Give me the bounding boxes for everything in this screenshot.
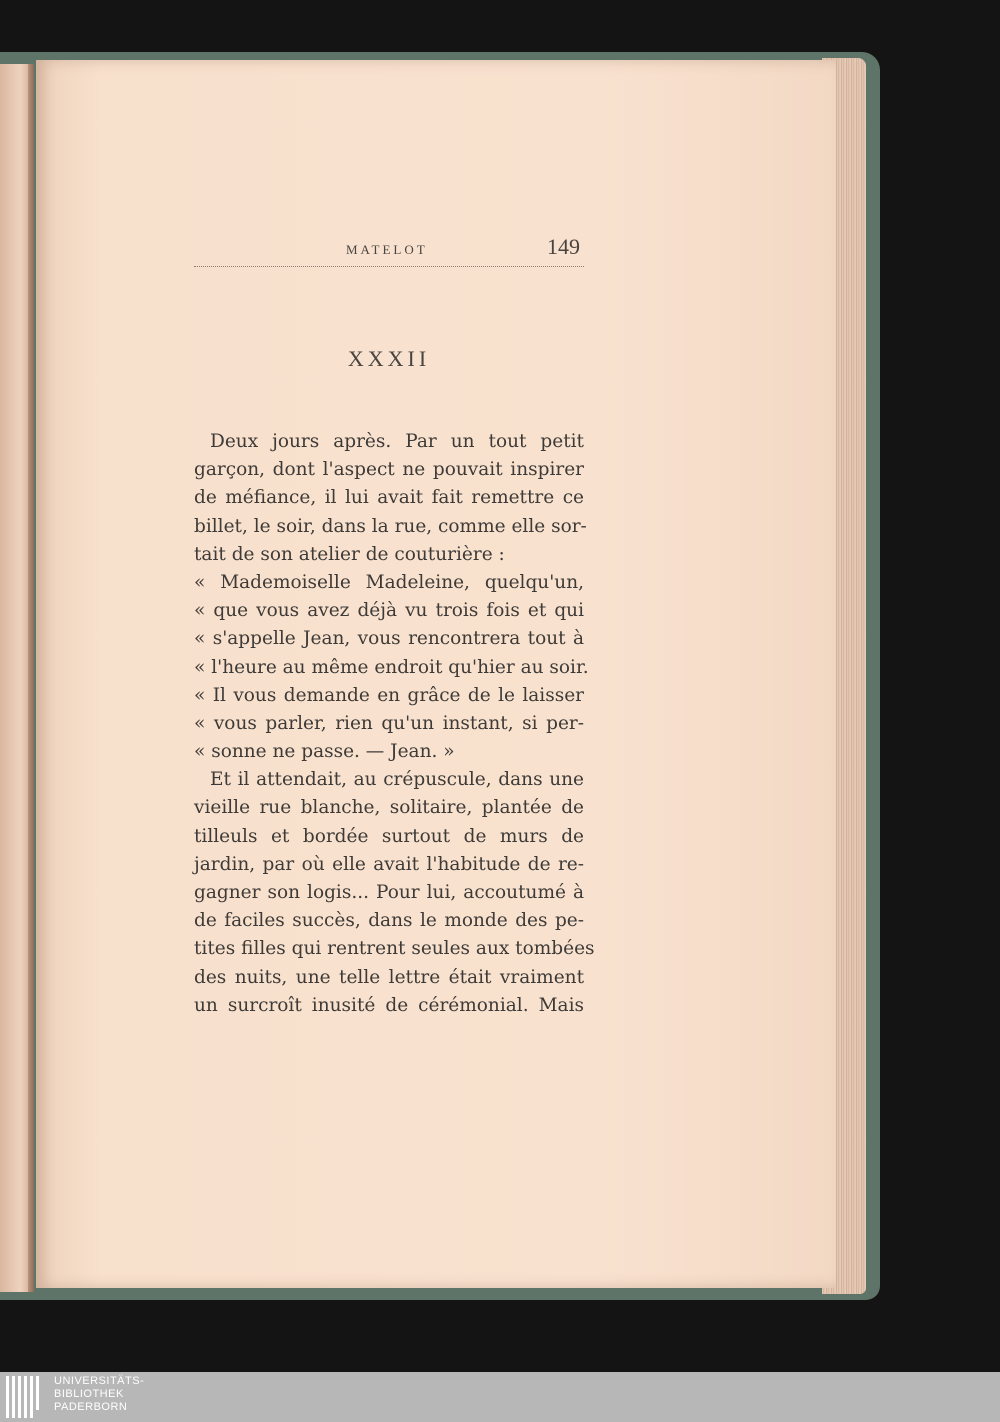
library-logo-icon xyxy=(6,1376,46,1418)
text-line: de méfiance, il lui avait fait remettre ce xyxy=(194,487,584,509)
text-line: tait de son atelier de couturière : xyxy=(194,543,505,565)
text-line: garçon, dont l'aspect ne pouvait inspirer xyxy=(194,459,584,481)
running-head-title: MATELOT xyxy=(346,242,428,257)
text-line: « s'appelle Jean, vous rencontrera tout à xyxy=(194,628,584,650)
text-line: Deux jours après. Par un tout petit xyxy=(210,431,584,452)
text-line: tites filles qui rentrent seules aux tombées xyxy=(194,938,595,960)
text-line: « que vous avez déjà vu trois fois et qui xyxy=(194,600,584,622)
library-name-line3: PADERBORN xyxy=(54,1401,128,1413)
library-name-line1: UNIVERSITÄTS- xyxy=(54,1375,145,1387)
text-line: vieille rue blanche, solitaire, plantée de xyxy=(194,797,584,819)
header-rule xyxy=(194,266,584,267)
page-number: 149 xyxy=(547,234,580,259)
text-line: « sonne ne passe. — Jean. » xyxy=(194,741,455,763)
library-name xyxy=(54,1375,144,1414)
text-line: des nuits, une telle lettre était vraiment xyxy=(194,966,584,988)
left-facing-page xyxy=(0,64,34,1292)
body-text xyxy=(194,428,595,1020)
running-head xyxy=(194,234,580,264)
chapter-heading: XXXII xyxy=(347,346,431,371)
text-line: « vous parler, rien qu'un instant, si per- xyxy=(194,712,584,734)
library-name-line2: BIBLIOTHEK xyxy=(54,1388,124,1400)
text-line: un surcroît inusité de cérémonial. Mais xyxy=(194,994,584,1016)
text-line: « Il vous demande en grâce de le laisser xyxy=(194,684,584,706)
text-line: Et il attendait, au crépuscule, dans une xyxy=(210,769,584,791)
text-line: jardin, par où elle avait l'habitude de re- xyxy=(194,853,584,875)
library-footer xyxy=(0,1372,1000,1422)
text-line: « l'heure au même endroit qu'hier au soir. xyxy=(194,656,589,678)
text-line: tilleuls et bordée surtout de murs de xyxy=(194,825,584,847)
text-line: billet, le soir, dans la rue, comme elle sor- xyxy=(194,515,587,537)
text-line: « Mademoiselle Madeleine, quelqu'un, xyxy=(194,571,584,593)
text-line: gagner son logis... Pour lui, accoutumé à xyxy=(194,882,584,903)
book-page xyxy=(36,60,836,1288)
text-line: de faciles succès, dans le monde des pe- xyxy=(194,910,584,932)
